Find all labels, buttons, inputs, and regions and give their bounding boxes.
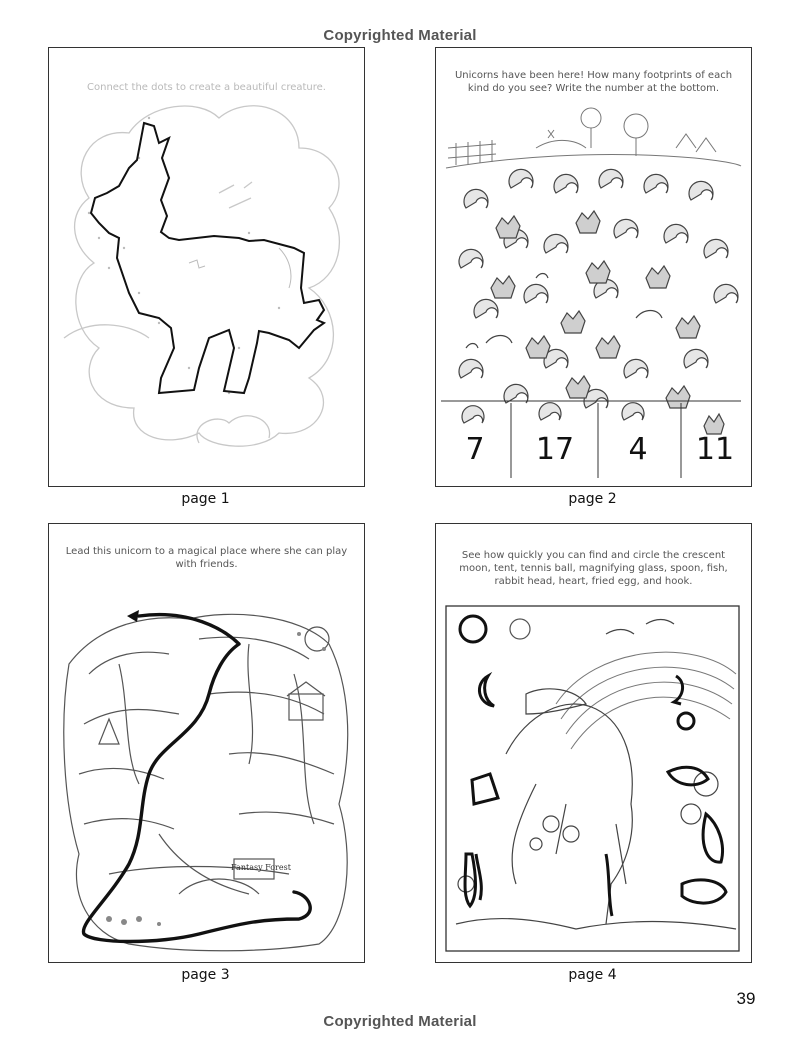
activity-panel-page-2	[435, 47, 752, 487]
tally-count-4: 11	[695, 432, 735, 467]
tally-count-2: 17	[535, 432, 575, 467]
page-4-caption: page 4	[568, 967, 617, 983]
activity-panel-page-3	[48, 523, 365, 963]
page-2-caption: page 2	[568, 491, 617, 507]
maze-illustration	[49, 524, 364, 962]
connect-the-dots-illustration	[49, 48, 364, 486]
panel-instruction: Unicorns have been here! How many footprints of each kind do you see? Write the number at the bottom.	[454, 70, 733, 94]
tally-count-1: 7	[465, 432, 485, 467]
page-number: 39	[736, 989, 756, 1008]
footprints-illustration	[436, 48, 751, 486]
activity-panel-page-1	[48, 47, 365, 487]
page-3-caption: page 3	[181, 967, 230, 983]
maze-sign: Fantasy Forest	[231, 863, 291, 872]
hidden-objects-illustration	[436, 524, 751, 962]
panel-instruction: Connect the dots to create a beautiful creature.	[87, 82, 326, 93]
tally-count-3: 4	[628, 432, 648, 467]
copyright-banner-top: Copyrighted Material	[323, 27, 477, 44]
panel-instruction: Lead this unicorn to a magical place where she can play with friends.	[65, 546, 348, 570]
activity-panel-page-4	[435, 523, 752, 963]
panel-instruction: See how quickly you can find and circle the crescent moon, tent, tennis ball, magnifying glass, spoon, fish, rabbit head, heart, fried egg, and hook.	[459, 550, 728, 587]
page-1-caption: page 1	[181, 491, 230, 507]
copyright-banner-bottom: Copyrighted Material	[323, 1013, 477, 1030]
